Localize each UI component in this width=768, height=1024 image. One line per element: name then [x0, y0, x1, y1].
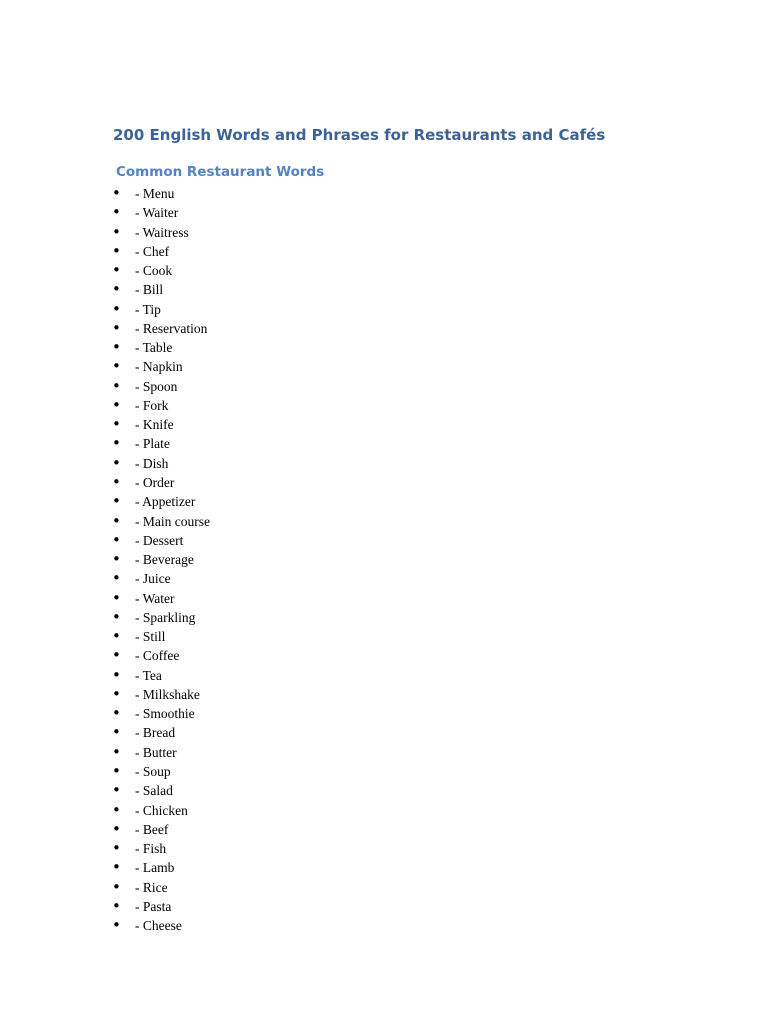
list-item	[0, 723, 400, 742]
bullet-icon: •	[112, 550, 121, 569]
list-item-text: - Table	[135, 340, 173, 356]
list-item	[0, 685, 400, 704]
bullet-icon: •	[112, 569, 121, 588]
section-heading: Common Restaurant Words	[116, 164, 325, 180]
list-item	[0, 223, 400, 242]
list-item-text: - Dish	[135, 455, 169, 471]
bullet-icon: •	[112, 395, 121, 414]
list-item	[0, 492, 400, 511]
list-item	[0, 184, 400, 203]
list-item-text: - Appetizer	[135, 494, 196, 510]
list-item-text: - Coffee	[135, 648, 180, 664]
list-item-text: - Tea	[135, 667, 162, 683]
bullet-icon: •	[112, 357, 121, 376]
list-item-text: - Fork	[135, 397, 169, 413]
bullet-icon: •	[112, 646, 121, 665]
list-item	[0, 743, 400, 762]
list-item	[0, 666, 400, 685]
list-item	[0, 704, 400, 723]
bullet-icon: •	[112, 627, 121, 646]
list-item-text: - Waitress	[135, 224, 189, 240]
list-item-text: - Sparkling	[135, 609, 196, 625]
list-item	[0, 434, 400, 453]
list-item-text: - Reservation	[135, 320, 208, 336]
bullet-icon: •	[112, 665, 121, 684]
list-item	[0, 377, 400, 396]
bullet-icon: •	[112, 839, 121, 858]
word-list	[0, 184, 400, 935]
bullet-icon: •	[112, 241, 121, 260]
list-item-text: - Chef	[135, 243, 170, 259]
list-item-text: - Still	[135, 629, 166, 645]
list-item	[0, 781, 400, 800]
bullet-icon: •	[112, 819, 121, 838]
list-item	[0, 550, 400, 569]
bullet-icon: •	[112, 472, 121, 491]
bullet-icon: •	[112, 338, 121, 357]
list-item-text: - Order	[135, 474, 175, 490]
list-item-text: - Water	[135, 590, 175, 606]
bullet-icon: •	[112, 877, 121, 896]
list-item-text: - Waiter	[135, 205, 179, 221]
list-item-text: - Knife	[135, 417, 174, 433]
list-item-text: - Beverage	[135, 552, 194, 568]
list-item	[0, 319, 400, 338]
list-item-text: - Milkshake	[135, 686, 200, 702]
bullet-icon: •	[112, 318, 121, 337]
list-item-text: - Rice	[135, 879, 168, 895]
list-item	[0, 512, 400, 531]
bullet-icon: •	[112, 723, 121, 742]
bullet-icon: •	[112, 896, 121, 915]
bullet-icon: •	[112, 761, 121, 780]
bullet-icon: •	[112, 261, 121, 280]
bullet-icon: •	[112, 203, 121, 222]
bullet-icon: •	[112, 704, 121, 723]
list-item-text: - Main course	[135, 513, 210, 529]
bullet-icon: •	[112, 299, 121, 318]
list-item	[0, 357, 400, 376]
list-item	[0, 646, 400, 665]
list-item	[0, 396, 400, 415]
list-item-text: - Menu	[135, 186, 175, 201]
list-item-text: - Smoothie	[135, 706, 195, 722]
list-item	[0, 627, 400, 646]
list-item-text: - Cheese	[135, 918, 182, 934]
bullet-icon: •	[112, 916, 121, 935]
bullet-icon: •	[112, 184, 121, 202]
list-item	[0, 878, 400, 897]
list-item-text: - Pasta	[135, 898, 172, 914]
list-item	[0, 589, 400, 608]
list-item	[0, 300, 400, 319]
bullet-icon: •	[112, 511, 121, 530]
list-item	[0, 858, 400, 877]
list-item	[0, 261, 400, 280]
document-title: 200 English Words and Phrases for Restaurants and Cafés	[113, 126, 606, 144]
list-item-text: - Lamb	[135, 860, 175, 876]
list-item	[0, 338, 400, 357]
list-item-text: - Soup	[135, 763, 171, 779]
bullet-icon: •	[112, 453, 121, 472]
bullet-icon: •	[112, 492, 121, 511]
list-item	[0, 415, 400, 434]
bullet-icon: •	[112, 684, 121, 703]
bullet-icon: •	[112, 530, 121, 549]
bullet-icon: •	[112, 607, 121, 626]
list-item-text: - Plate	[135, 436, 170, 452]
list-item	[0, 242, 400, 261]
list-item	[0, 473, 400, 492]
list-item	[0, 203, 400, 222]
list-item-text: - Dessert	[135, 532, 184, 548]
bullet-icon: •	[112, 280, 121, 299]
list-item-text: - Salad	[135, 783, 173, 799]
list-item-text: - Spoon	[135, 378, 178, 394]
list-item	[0, 569, 400, 588]
bullet-icon: •	[112, 742, 121, 761]
list-item-text: - Napkin	[135, 359, 183, 375]
bullet-icon: •	[112, 376, 121, 395]
list-item-text: - Bill	[135, 282, 164, 298]
bullet-icon: •	[112, 800, 121, 819]
list-item	[0, 839, 400, 858]
list-item-text: - Butter	[135, 744, 177, 760]
list-item-text: - Bread	[135, 725, 176, 741]
bullet-icon: •	[112, 858, 121, 877]
list-item	[0, 897, 400, 916]
list-item	[0, 454, 400, 473]
bullet-icon: •	[112, 781, 121, 800]
list-item	[0, 916, 400, 935]
bullet-icon: •	[112, 222, 121, 241]
list-item-text: - Tip	[135, 301, 161, 317]
list-item-text: - Cook	[135, 263, 173, 279]
list-item	[0, 820, 400, 839]
list-item-text: - Beef	[135, 821, 169, 837]
list-item	[0, 801, 400, 820]
list-item-text: - Chicken	[135, 802, 188, 818]
bullet-icon: •	[112, 434, 121, 453]
list-item	[0, 280, 400, 299]
list-item-text: - Fish	[135, 841, 167, 857]
list-item-text: - Juice	[135, 571, 171, 587]
bullet-icon: •	[112, 588, 121, 607]
list-item	[0, 531, 400, 550]
list-item	[0, 762, 400, 781]
bullet-icon: •	[112, 415, 121, 434]
list-item	[0, 608, 400, 627]
